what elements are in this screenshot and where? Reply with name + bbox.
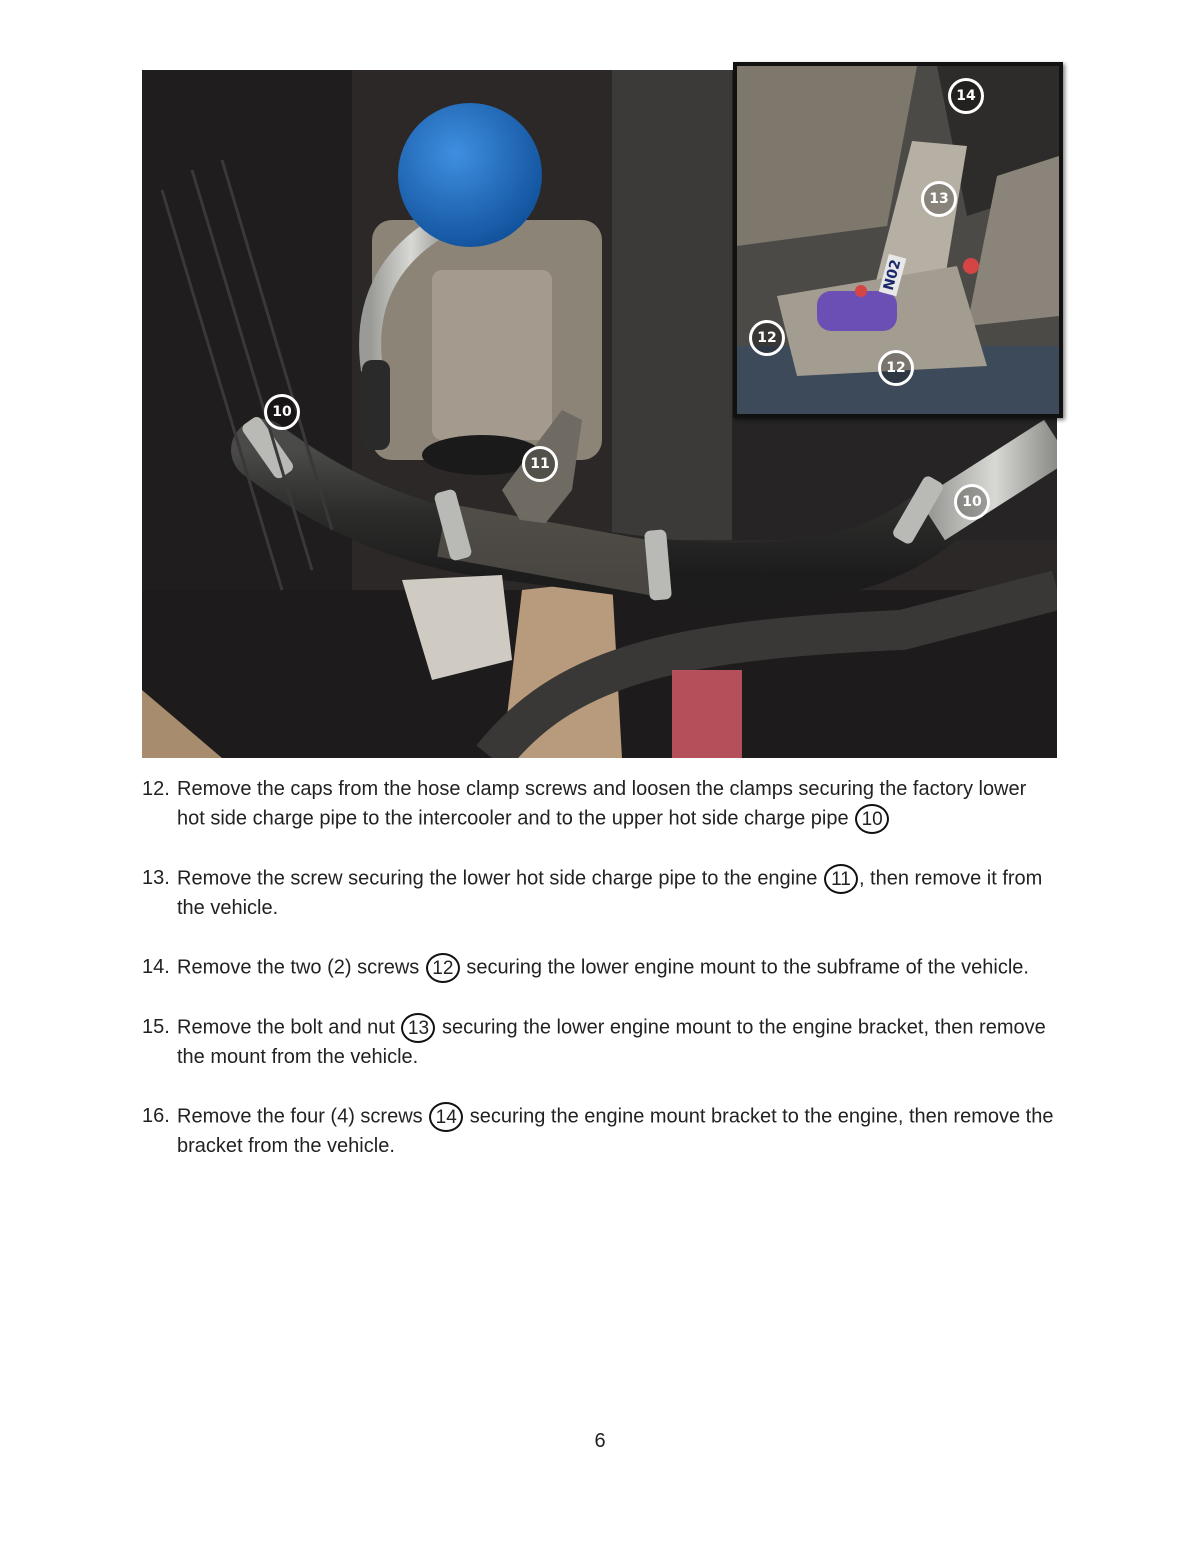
step-number: 13. xyxy=(142,867,170,889)
photo-callout-10-right: 10 xyxy=(954,484,990,520)
step-16 xyxy=(142,1102,1057,1161)
step-13 xyxy=(142,864,1057,923)
photo-callout-10-left: 10 xyxy=(264,394,300,430)
reference-callout: 12 xyxy=(426,953,460,983)
photo-callout-11: 11 xyxy=(522,446,558,482)
step-text-after: securing the lower engine mount to the subframe of the vehicle. xyxy=(466,956,1029,979)
reference-callout: 10 xyxy=(855,804,889,834)
reference-callout: 11 xyxy=(824,864,858,894)
reference-callout: 13 xyxy=(401,1013,435,1043)
page-number: 6 xyxy=(594,1430,606,1452)
reference-callout: 14 xyxy=(429,1102,463,1132)
step-text: Remove the bolt and nut xyxy=(177,1016,395,1039)
step-15 xyxy=(142,1013,1057,1072)
step-text: Remove the caps from the hose clamp screws and loosen the clamps securing the factory lower hot side charge pipe to the intercooler and to the upper hot side charge pipe xyxy=(177,778,1027,830)
inset-callout-12-left: 12 xyxy=(749,320,785,356)
inset-callout-12-right: 12 xyxy=(878,350,914,386)
step-number: 12. xyxy=(142,778,170,800)
step-number: 15. xyxy=(142,1016,170,1038)
engine-mount-inset-photo xyxy=(733,62,1063,418)
instruction-list xyxy=(142,775,1057,1191)
step-text: Remove the screw securing the lower hot side charge pipe to the engine xyxy=(177,867,818,890)
step-number: 14. xyxy=(142,956,170,978)
step-12 xyxy=(142,775,1057,834)
inset-callout-13: 13 xyxy=(921,181,957,217)
step-text-after: , then remove it from the vehicle. xyxy=(177,867,1043,919)
step-text-after: securing the engine mount bracket to the engine, then remove the bracket from the vehicle. xyxy=(177,1105,1054,1157)
step-text-after: securing the lower engine mount to the engine bracket, then remove the mount from the vehicle. xyxy=(177,1016,1046,1068)
step-14 xyxy=(142,953,1057,983)
inset-callout-14: 14 xyxy=(948,78,984,114)
step-text: Remove the four (4) screws xyxy=(177,1105,423,1128)
mount-part-label: N02 xyxy=(879,254,907,297)
step-number: 16. xyxy=(142,1105,170,1127)
step-text: Remove the two (2) screws xyxy=(177,956,420,979)
